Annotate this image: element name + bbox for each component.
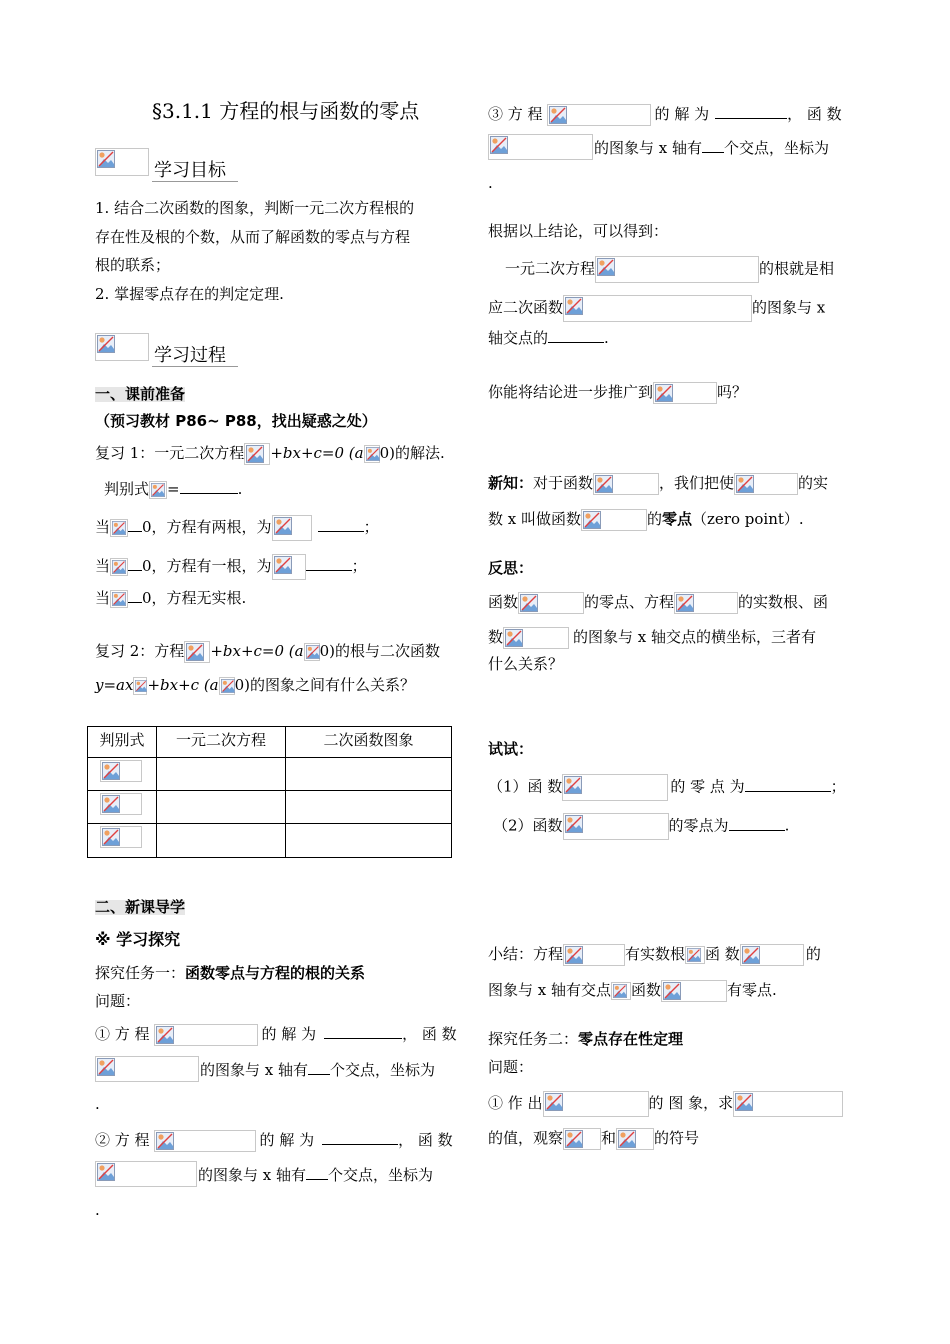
disc-eq: = [167,480,180,498]
problem-text: 的 图 象，求 [648,1094,734,1112]
review2-text: y=ax [95,676,134,694]
broken-image-icon [112,560,126,574]
formula-image [110,558,128,576]
formula-image [244,443,270,465]
formula-image [674,592,738,614]
q1-line [95,1024,457,1046]
page-title: §3.1.1 方程的根与函数的零点 [152,99,420,123]
broken-image-icon [520,594,538,612]
broken-image-icon [306,645,320,659]
new-label: 新知： [488,474,534,492]
table-cell [88,758,157,791]
summary-text: 有实数根 [625,945,686,963]
try-text: . [784,816,790,835]
task2-heading [488,1032,683,1047]
review2-text: +bx+c=0 (a [210,642,304,660]
table-row [88,824,452,858]
table-header-row [88,727,452,758]
try-text: （1）函 数 [488,777,563,796]
formula-image [518,592,584,614]
formula-image [110,590,128,608]
q2-line [95,1130,453,1152]
try-text: （2）函数 [493,816,563,835]
new-text: 的实 [798,474,829,492]
q-text: 的图象与 x 轴有 [594,139,702,157]
new-text: 数 x 叫做函数 [488,510,581,528]
case-text: 当 [95,557,111,575]
reflect-label: 反思： [488,559,534,577]
generalize-text: 吗？ [717,383,748,401]
broken-image-icon [676,594,694,612]
broken-image-icon [613,984,627,998]
try-text: ； [830,777,846,796]
formula-image [100,793,142,815]
blank [318,519,364,532]
broken-image-icon [112,521,126,535]
broken-image-icon [565,946,583,964]
broken-image-icon [102,828,120,846]
question-label: 问题： [95,992,141,1010]
review2-line2 [95,677,415,695]
generalize-line [488,382,747,404]
task2-label: 探究任务二： [488,1030,579,1048]
table-cell[interactable] [157,758,286,791]
case-text: 0，方程有两根，为 [142,518,272,536]
blank [324,1026,402,1039]
table-header: 二次函数图象 [286,727,452,758]
try-label: 试试： [488,740,534,758]
broken-image-icon [736,475,754,493]
q-text: ② 方 程 [95,1131,150,1149]
broken-image-icon [545,1093,563,1111]
review2-text: +bx+c (a [147,676,219,694]
heading-underline [152,366,238,367]
q-text: 个交点，坐标为 [328,1166,434,1184]
prep-note: （预习教材 P86~ P88，找出疑惑之处） [95,412,377,430]
zero-point-term: 零点 [662,510,693,528]
implies-icon [685,946,705,964]
formula-image [184,641,210,663]
formula-image [100,760,142,782]
q-text: 个交点，坐标为 [724,139,830,157]
case-text: 当 [95,518,111,536]
q-text: 的 解 为 [261,1025,317,1043]
formula-image [110,519,128,537]
blank [128,558,142,571]
concl-text: 的根就是相 [759,259,835,278]
blank [306,1167,328,1180]
broken-image-icon [505,629,523,647]
broken-image-icon [112,592,126,606]
formula-image [543,1091,649,1117]
summary-line [488,944,821,966]
problem-text: ① 作 出 [488,1094,543,1112]
review2-text: 0)的根与二次函数 [319,642,440,660]
formula-image [547,104,651,126]
formula-image [653,382,717,404]
broken-image-icon [597,258,615,276]
formula-image [581,509,647,531]
formula-image [616,1128,654,1150]
summary-text: 函 数 [705,945,740,963]
formula-image [304,643,320,661]
broken-image-icon [246,445,264,463]
blank [745,779,831,792]
disc-label: 判别式 [104,480,150,498]
formula-image [503,627,569,649]
problem-text: 的符号 [654,1129,700,1147]
concl-text: . [604,329,609,347]
table-header: 判别式 [88,727,157,758]
conclusion-line [488,295,825,322]
broken-image-icon [618,1130,636,1148]
summary-text: 小结：方程 [488,945,564,963]
broken-image-icon [97,150,115,168]
conclusion-line [505,256,834,283]
q-text: 个交点，坐标为 [330,1061,436,1079]
reflect-text: 的实数根、函 [738,593,829,611]
summary-line2 [488,980,777,1002]
q-text: 的图象与 x 轴有 [200,1061,308,1079]
problem-text: 的值，观察 [488,1129,564,1147]
broken-image-icon [687,948,701,962]
table-row [88,758,452,791]
blank [729,818,785,831]
conclusion-intro: 根据以上结论，可以得到： [488,222,669,240]
period: . [488,174,493,192]
blank [308,1062,330,1075]
comparison-table [87,726,452,858]
broken-image-icon [655,384,673,402]
goal-line: 根的联系； [95,256,171,274]
blank [548,330,604,343]
concl-text: 应二次函数 [488,298,564,317]
table-cell[interactable] [286,791,452,824]
formula-image [595,256,759,283]
formula-image [661,980,727,1002]
formula-image [740,944,804,966]
new-knowledge-line [488,473,828,495]
broken-image-icon [565,297,583,315]
formula-image [154,1130,256,1152]
formula-image [563,295,752,322]
formula-image [734,473,798,495]
broken-image-icon [186,643,204,661]
table-cell[interactable] [286,758,452,791]
concl-text: 一元二次方程 [505,259,596,278]
q1-line2 [200,1062,435,1078]
q-text: 的 解 为 [259,1131,315,1149]
formula-image [272,554,306,580]
formula-image [133,677,147,695]
q-text: ① 方 程 [95,1025,150,1043]
table-cell[interactable] [157,791,286,824]
broken-image-icon [97,1163,115,1181]
broken-image-icon [97,335,115,353]
blank [128,590,142,603]
goal-line: 存在性及根的个数，从而了解函数的零点与方程 [95,228,411,246]
formula-image [733,1091,843,1117]
review1 [95,443,445,465]
blank [306,558,352,571]
prep-heading: 一、课前准备 [95,385,186,403]
reflect-text: 函数 [488,593,519,611]
try-line [493,813,789,840]
section-image [95,333,149,361]
broken-image-icon [156,1026,174,1044]
heading-underline [152,181,238,182]
formula-image [95,1161,197,1187]
table-header: 一元二次方程 [157,727,286,758]
new-knowledge-line2 [488,509,804,531]
broken-image-icon [156,1132,174,1150]
new-text: （zero point）. [692,510,804,528]
broken-image-icon [583,511,601,529]
concl-text: 的图象与 x [752,298,826,317]
new-text: ，我们把使 [659,474,735,492]
formula-image [593,473,659,495]
broken-image-icon [742,946,760,964]
newlesson-heading: 二、新课导学 [95,898,186,916]
blank [702,140,724,153]
q-text: ， 函 数 [402,1025,457,1043]
review1-text: +bx+c=0 (a [270,444,364,462]
reflect-text: 的零点、方程 [584,593,675,611]
review1-text: 复习 1：一元二次方程 [95,444,245,462]
formula-image [563,813,669,840]
new-text: 的 [647,510,663,528]
review2 [95,641,440,663]
formula-image [95,1056,199,1082]
review2-text: 0)的图象之间有什么关系？ [234,676,416,694]
broken-image-icon [663,982,681,1000]
summary-text: 函数 [631,981,662,999]
broken-image-icon [490,136,508,154]
blank [322,1132,398,1145]
broken-image-icon [565,815,583,833]
concl-text: 轴交点的 [488,329,549,347]
review2-text: 复习 2：方程 [95,642,185,660]
broken-image-icon [564,776,582,794]
goal-line: 2. 掌握零点存在的判定定理. [95,285,284,303]
q2-line2 [198,1167,433,1183]
table-cell [88,791,157,824]
problem-text: 和 [601,1129,617,1147]
problem-line2 [488,1128,699,1150]
q-text: ， 函 数 [787,105,842,123]
case-line: 当 0，方程有两根，为 ； [95,515,379,541]
table-cell [88,824,157,858]
broken-image-icon [97,1058,115,1076]
discriminant-line: 判别式 = . [104,480,243,498]
reflect-text: 数 [488,628,504,646]
reflect-line: 什么关系？ [488,655,564,673]
broken-image-icon [102,762,120,780]
broken-image-icon [565,1130,583,1148]
broken-image-icon [102,795,120,813]
broken-image-icon [366,447,380,461]
case-text: 0，方程有一根，为 [142,557,272,575]
summary-text: 的 [805,945,821,963]
generalize-text: 你能将结论进一步推广到 [488,383,654,401]
conclusion-line [488,330,609,346]
q-text: 的图象与 x 轴有 [198,1166,306,1184]
section-image [95,148,149,176]
table-cell[interactable] [286,824,452,858]
formula-image [488,134,593,160]
summary-text: 图象与 x 轴有交点 [488,981,611,999]
task1-heading [95,966,365,981]
task1-label: 探究任务一： [95,964,186,982]
reflect-line [488,627,816,649]
blank [715,106,787,119]
broken-image-icon [549,106,567,124]
try-line [488,774,846,801]
formula-image [272,515,312,541]
broken-image-icon [595,475,613,493]
case-line: 当 0，方程有一根，为 ； [95,554,367,580]
formula-image [149,481,167,499]
period: . [95,1201,100,1219]
reflect-text: 的图象与 x 轴交点的横坐标，三者有 [573,628,817,646]
period: . [95,1095,100,1113]
case-line [95,590,246,608]
q-text: 的 解 为 [654,105,710,123]
formula-image [154,1024,258,1046]
q-text: ， 函 数 [398,1131,453,1149]
case-text: 0，方程无实根. [142,589,247,607]
formula-image [563,1128,601,1150]
q-text: ③ 方 程 [488,105,543,123]
formula-image [100,826,142,848]
blank [128,519,142,532]
formula-image [364,445,380,463]
goal-line: 1. 结合二次函数的图象，判断一元二次方程根的 [95,199,415,217]
question-label: 问题： [488,1058,534,1076]
q3-line2 [594,140,829,156]
case-text: 当 [95,589,111,607]
new-text: 对于函数 [533,474,594,492]
summary-text: 有零点. [727,981,777,999]
broken-image-icon [735,1093,753,1111]
broken-image-icon [135,679,147,693]
broken-image-icon [151,483,165,497]
review1-text: 0)的解法. [379,444,445,462]
broken-image-icon [274,556,292,574]
broken-image-icon [274,517,292,535]
broken-image-icon [221,679,235,693]
task1-title: 函数零点与方程的根的关系 [185,964,366,982]
try-text: 的 零 点 为 [670,777,745,796]
formula-image [219,677,235,695]
implies-icon [611,982,631,1000]
table-cell[interactable] [157,824,286,858]
table-row [88,791,452,824]
formula-image [562,774,668,801]
q3-line [488,104,842,126]
problem-line [488,1091,843,1117]
explore-heading: ※ 学习探究 [95,930,181,949]
reflect-line [488,592,828,614]
formula-image [563,944,625,966]
process-heading: 学习过程 [154,345,226,366]
task2-title: 零点存在性定理 [578,1030,684,1048]
goals-heading: 学习目标 [154,160,226,181]
try-text: 的零点为 [668,816,729,835]
blank [180,481,238,494]
